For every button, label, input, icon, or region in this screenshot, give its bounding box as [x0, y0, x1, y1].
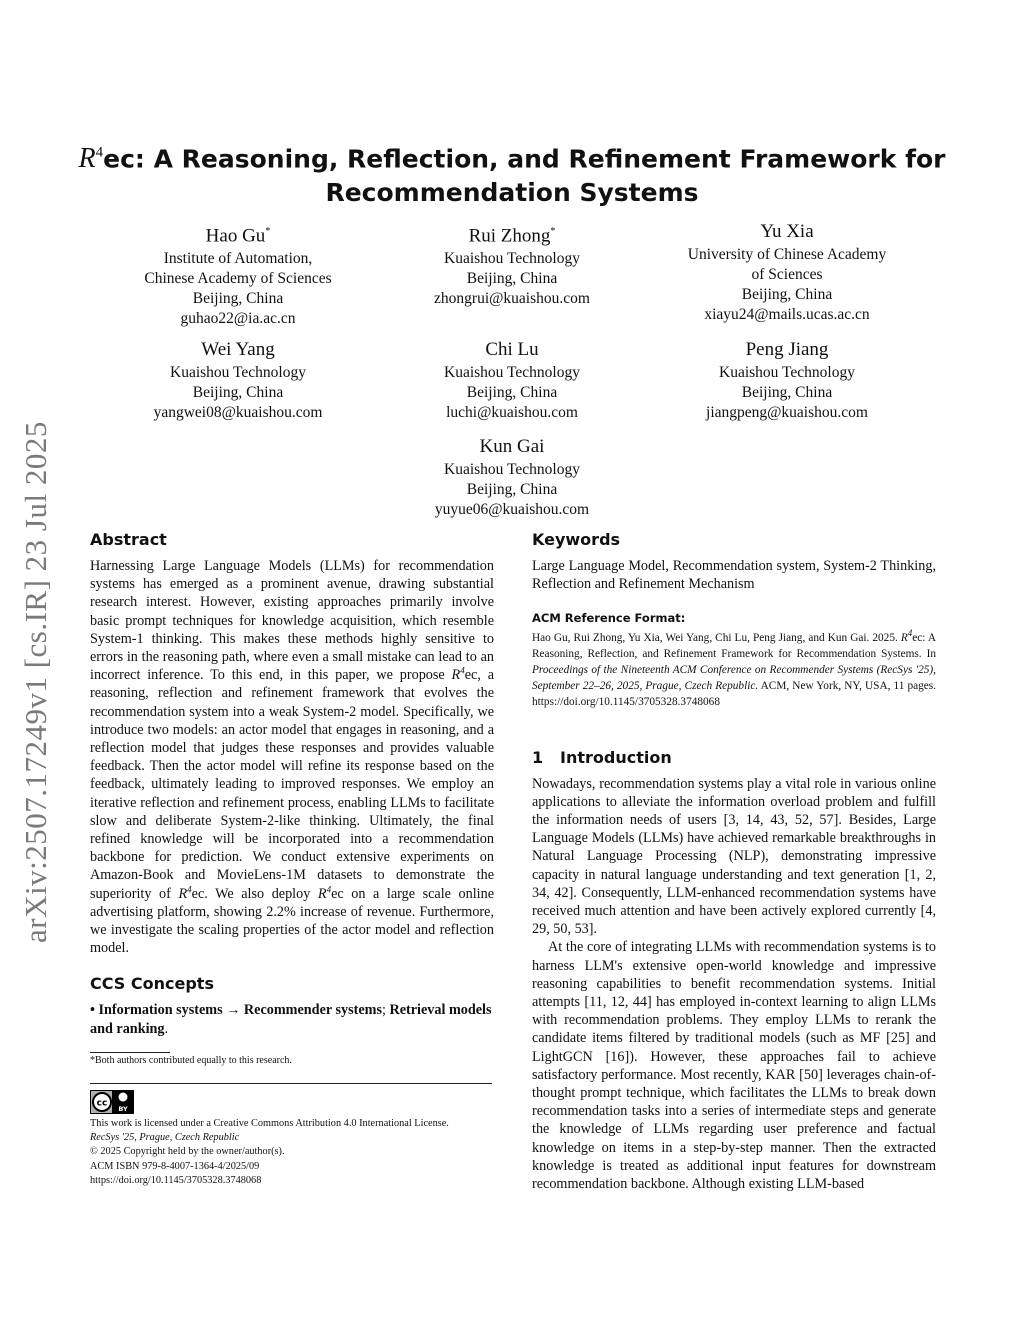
- author-email: jiangpeng@kuaishou.com: [706, 404, 868, 421]
- author-location: Beijing, China: [192, 384, 284, 401]
- conference-venue: RecSys '25, Prague, Czech Republic: [90, 1132, 240, 1144]
- author-name: Peng Jiang: [745, 339, 829, 360]
- title-line-1: $R^4ec$: A Reasoning, Reflection, and Refinement Framework for: [78, 143, 946, 175]
- intro-paragraph-2: At the core of integrating LLMs with recommendation systems is to harness LLM's extensive open-world knowledge and impressive reasoning capabilities to benefit recommendation systems. Initial attempts [11, 12, 44] has employed in-context learning to align LLMs with recommendation problems. They employ LLMs to rerank the candidate items filtered by traditional models (such as MF [25] and LightGCN [16]). However, these approaches fail to achieve satisfactory performance. Most recently, KAR [50] leverages chain-of-thought prompt technique, which facilitates the LLMs to break down recommendation tasks into a series of intermediate steps and generate the knowledge of LLMs regarding user preference and factual knowledge on items in a step-by-step manner. Then the extracted knowledge is treated as additional input features for downstream recommendation backbone. Although existing LLM-based: [532, 939, 936, 1193]
- author-location: Beijing, China: [466, 481, 558, 498]
- r4-symbol: $R^4$: [451, 665, 465, 684]
- abstract-heading: Abstract: [90, 530, 167, 549]
- license-block: [90, 1117, 500, 1188]
- isbn-line: ACM ISBN 979-8-4007-1364-4/2025/09: [90, 1160, 260, 1172]
- author-block: [88, 337, 388, 423]
- author-name: Hao Gu*: [205, 225, 271, 247]
- r4-symbol: $R^4$: [317, 883, 332, 902]
- author-location: Beijing, China: [741, 286, 833, 303]
- keywords-text: Large Language Model, Recommendation system, System-2 Thinking, Reflection and Refinement Mechanism: [532, 558, 936, 593]
- title-r4: $R^4$: [78, 143, 104, 175]
- author-email: xiayu24@mails.ucas.ac.cn: [704, 306, 870, 323]
- author-block: [637, 337, 937, 423]
- r4-symbol: $R^4$: [178, 883, 192, 902]
- author-email: zhongrui@kuaishou.com: [434, 290, 590, 308]
- author-affiliation: of Sciences: [751, 266, 823, 283]
- author-block: [362, 337, 662, 423]
- author-affiliation: Institute of Automation,: [163, 250, 313, 268]
- footnote-rule: [90, 1052, 170, 1053]
- arxiv-identifier-stamp: arXiv:2507.17249v1 [cs.IR] 23 Jul 2025: [18, 421, 53, 943]
- author-affiliation: Kuaishou Technology: [170, 364, 306, 381]
- author-name: Wei Yang: [201, 339, 275, 360]
- title-line-2: Recommendation Systems: [325, 178, 699, 208]
- author-name: Rui Zhong*: [468, 225, 556, 247]
- svg-text:cc: cc: [96, 1098, 108, 1109]
- acm-reference-heading: ACM Reference Format:: [532, 611, 686, 626]
- ccs-heading: CCS Concepts: [90, 974, 214, 994]
- introduction-heading: 1 Introduction: [532, 747, 672, 767]
- author-name: Kun Gai: [479, 436, 545, 457]
- author-block: [637, 219, 937, 325]
- keywords-heading: Keywords: [532, 530, 621, 549]
- license-rule: [90, 1083, 492, 1084]
- author-affiliation: Kuaishou Technology: [444, 461, 580, 478]
- author-block: [88, 219, 388, 329]
- author-location: Beijing, China: [192, 290, 284, 308]
- author-affiliation: Kuaishou Technology: [444, 364, 580, 381]
- license-statement: This work is licensed under a Creative Commons Attribution 4.0 International License.: [90, 1118, 449, 1129]
- author-email: yuyue06@kuaishou.com: [434, 501, 590, 518]
- paper-title: [60, 136, 964, 210]
- svg-text:BY: BY: [118, 1105, 128, 1113]
- right-column: [532, 529, 936, 1193]
- left-column: [90, 529, 494, 1038]
- footnote: *Both authors contributed equally to this research.: [90, 1055, 292, 1066]
- author-email: luchi@kuaishou.com: [446, 404, 578, 421]
- abstract-text: Harnessing Large Language Models (LLMs) for recommendation systems has emerged as a prominent avenue, drawing substantial research interest. However, existing approaches primarily involve basic prompt techniques for knowledge acquisition, which resemble System-1 thinking. This makes these methods highly sensitive to errors in the reasoning path, where even a small mistake can lead to an incorrect inference. To this end, in this paper, we propose $R^4ec$, a reasoning, reflection and refinement framework that evolves the recommendation system into a weak System-2 model. Specifically, we introduce two models: an actor model that engages in reasoning, and a reflection model that judges these responses and provides valuable feedback. Then the actor model will refine its response based on the feedback, ultimately leading to improved responses. We employ an iterative reflection and refinement process, enabling LLMs to facilitate slow and deliberate System-2-like thinking. Ultimately, the final refined knowledge will be incorporated into a recommendation backbone for prediction. We conduct extensive experiments on Amazon-Book and MovieLens-1M datasets to demonstrate the superiority of $R^4ec$. We also deploy $R^4ec$ on a large scale online advertising platform, showing 2.2% increase of revenue. Furthermore, we investigate the scaling properties of the actor model and reflection model.: [90, 558, 494, 957]
- intro-paragraph-1: Nowadays, recommendation systems play a vital role in various online applications to alleviate the information overload problem and fulfill the information needs of users [3, 14, 43, 52, 57]. Besides, Large Language Models (LLMs) have achieved remarkable breakthroughs in Natural Language Processing (NLP), demonstrating impressive capacity in natural language understanding and text generation [1, 2, 34, 42]. Consequently, LLM-enhanced recommendation systems have received much attention and have been actively explored currently [4, 29, 50, 53].: [532, 775, 936, 938]
- author-location: Beijing, China: [466, 384, 558, 401]
- ccs-text: • Information systems → Recommender systems; Retrieval models and ranking.: [90, 1002, 492, 1037]
- author-location: Beijing, China: [466, 270, 558, 288]
- acm-reference-text: Hao Gu, Rui Zhong, Yu Xia, Wei Yang, Chi Lu, Peng Jiang, and Kun Gai. 2025. $R^4ec$: A Reasoning, Reflection, and Refinement Framework for Recommendation Systems. In Proceedings of the Nineteenth ACM Conference on Recommender Systems (RecSys '25), September 22–26, 2025, Prague, Czech Republic. ACM, New York, NY, USA, 11 pages. https://doi.org/10.1145/3705328.3748068: [532, 627, 937, 709]
- doi-link[interactable]: https://doi.org/10.1145/3705328.3748068: [90, 1174, 262, 1186]
- author-affiliation: University of Chinese Academy: [687, 246, 887, 263]
- r4-symbol: $R^4$: [900, 627, 913, 644]
- author-email: guhao22@ia.ac.cn: [180, 310, 296, 328]
- author-email: yangwei08@kuaishou.com: [153, 404, 323, 421]
- author-name: Yu Xia: [760, 221, 814, 242]
- author-affiliation: Kuaishou Technology: [444, 250, 580, 268]
- author-block: [362, 434, 662, 520]
- cc-by-license-icon: [90, 1090, 134, 1114]
- acm-reference: [532, 610, 936, 710]
- author-affiliation: Kuaishou Technology: [719, 364, 855, 381]
- author-block: [362, 219, 662, 309]
- author-location: Beijing, China: [741, 384, 833, 401]
- author-affiliation: Chinese Academy of Sciences: [144, 270, 332, 288]
- author-name: Chi Lu: [485, 339, 539, 360]
- copyright-line: © 2025 Copyright held by the owner/author(s).: [90, 1146, 285, 1158]
